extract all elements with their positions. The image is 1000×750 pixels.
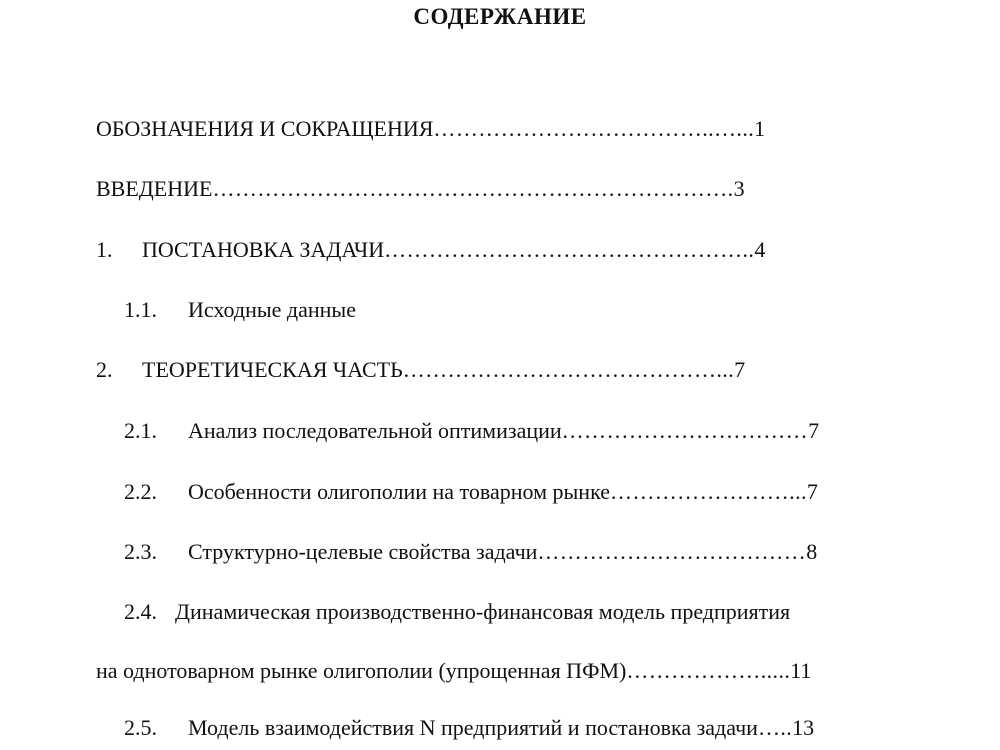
toc-entry-title: Динамическая производственно-финансовая модель предприятия xyxy=(175,599,791,624)
toc-entry-title: ОБОЗНАЧЕНИЯ И СОКРАЩЕНИЯ xyxy=(96,116,434,141)
toc-entry-problem-statement[interactable] xyxy=(96,235,946,265)
toc-entry-number: 1. xyxy=(96,237,113,262)
toc-entry-abbreviations[interactable] xyxy=(96,114,946,144)
toc-page-number: 11 xyxy=(790,658,812,683)
toc-entry-structural-properties[interactable] xyxy=(124,537,944,567)
toc-entry-number: 2.5. xyxy=(124,715,157,740)
toc-page-number: 13 xyxy=(792,715,815,740)
toc-entry-title: на однотоварном рынке олигополии (упрощенная ПФМ) xyxy=(96,658,627,683)
toc-entry-dynamic-model[interactable] xyxy=(124,597,944,627)
toc-leader: ……………………………………………………………. xyxy=(212,176,734,201)
toc-entry-oligopoly-features[interactable] xyxy=(124,477,944,507)
toc-entry-title: ТЕОРЕТИЧЕСКАЯ ЧАСТЬ xyxy=(142,357,403,382)
toc-entry-sequential-optimization[interactable] xyxy=(124,416,944,446)
toc-entry-title: Особенности олигополии на товарном рынке xyxy=(188,479,610,504)
toc-leader: ……………………... xyxy=(609,479,807,504)
toc-page-number: 7 xyxy=(806,479,818,504)
toc-entry-introduction[interactable] xyxy=(96,174,946,204)
toc-page-number: 7 xyxy=(808,418,820,443)
toc-entry-theoretical-part[interactable] xyxy=(96,355,946,385)
toc-entry-title: Анализ последовательной оптимизации xyxy=(188,418,562,443)
toc-entry-source-data[interactable] xyxy=(124,295,944,325)
toc-entry-number: 2. xyxy=(96,357,113,382)
toc-leader: ……………………………… xyxy=(537,539,807,564)
toc-entry-title: Структурно-целевые свойства задачи xyxy=(188,539,538,564)
toc-leader: ………………………………………….. xyxy=(384,237,755,262)
toc-entry-dynamic-model-continuation[interactable] xyxy=(96,656,946,686)
toc-entry-number: 2.1. xyxy=(124,418,157,443)
toc-entry-number: 2.2. xyxy=(124,479,157,504)
toc-leader: ………………………………..…... xyxy=(433,116,755,141)
toc-page-number: 7 xyxy=(734,357,746,382)
toc-entry-n-enterprises-model[interactable] xyxy=(124,713,944,743)
toc-entry-title: ПОСТАНОВКА ЗАДАЧИ xyxy=(142,237,385,262)
toc-page-number: 8 xyxy=(806,539,818,564)
toc-page-number: 4 xyxy=(754,237,766,262)
toc-entry-number: 2.4. xyxy=(124,599,157,624)
toc-leader: ……………………………………... xyxy=(402,357,735,382)
toc-leader: ….. xyxy=(757,715,793,740)
toc-leader: …………………………… xyxy=(561,418,809,443)
page-title: СОДЕРЖАНИЕ xyxy=(413,4,587,29)
toc-entry-title: ВВЕДЕНИЕ xyxy=(96,176,213,201)
toc-page-number: 3 xyxy=(733,176,745,201)
toc-page-number: 1 xyxy=(754,116,766,141)
toc-entry-title: Модель взаимодействия N предприятий и постановка задачи xyxy=(188,715,758,740)
toc-entry-number: 1.1. xyxy=(124,297,157,322)
toc-entry-title: Исходные данные xyxy=(188,297,356,322)
toc-entry-number: 2.3. xyxy=(124,539,157,564)
toc-leader: ………………..... xyxy=(626,658,791,683)
